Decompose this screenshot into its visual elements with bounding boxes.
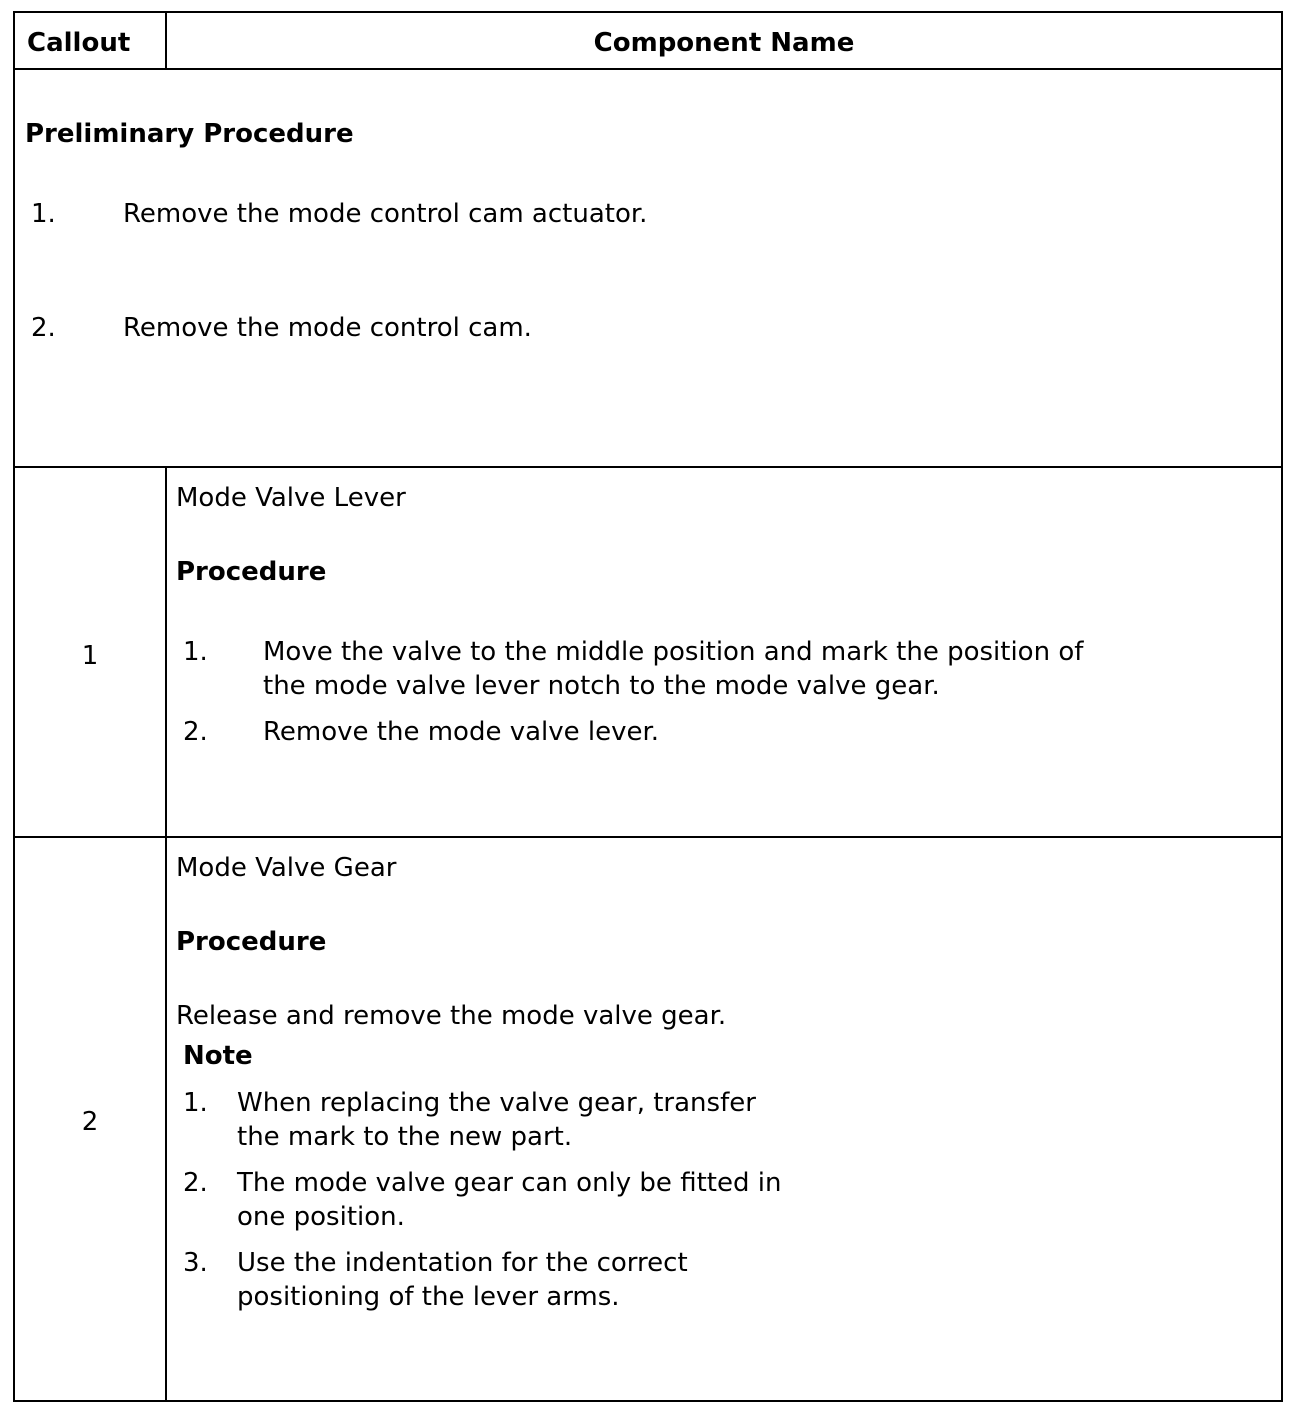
preliminary-step-text: Remove the mode control cam. <box>123 313 532 343</box>
component-title: Mode Valve Lever <box>176 483 406 513</box>
row-divider <box>15 836 1281 838</box>
procedure-label: Procedure <box>176 927 327 957</box>
preliminary-step-number: 1. <box>31 199 56 229</box>
note-label: Note <box>183 1041 253 1071</box>
procedure-label: Procedure <box>176 557 327 587</box>
note-text-line: one position. <box>237 1202 405 1232</box>
callout-column-header: Callout <box>27 28 131 58</box>
note-text-line: the mark to the new part. <box>237 1122 573 1152</box>
step-number: 1. <box>183 637 208 667</box>
component-title: Mode Valve Gear <box>176 853 397 883</box>
note-text-line: positioning of the lever arms. <box>237 1282 620 1312</box>
header-divider <box>15 68 1281 70</box>
step-text-line: Move the valve to the middle position and mark the position of <box>263 637 1084 667</box>
preliminary-heading: Preliminary Procedure <box>25 119 354 149</box>
body-column-divider <box>165 466 167 1402</box>
step-text-line: Remove the mode valve lever. <box>263 717 660 747</box>
preliminary-step-number: 2. <box>31 313 56 343</box>
preliminary-step-text: Remove the mode control cam actuator. <box>123 199 648 229</box>
preliminary-divider <box>15 466 1281 468</box>
component-name-column-header: Component Name <box>593 28 855 58</box>
note-number: 1. <box>183 1088 208 1118</box>
procedure-table <box>13 11 1283 1402</box>
step-text-line: the mode valve lever notch to the mode valve gear. <box>263 671 940 701</box>
note-number: 2. <box>183 1168 208 1198</box>
step-number: 2. <box>183 717 208 747</box>
note-text-line: The mode valve gear can only be fitted in <box>237 1168 782 1198</box>
row-callout-number: 1 <box>81 641 99 671</box>
instruction-text: Release and remove the mode valve gear. <box>176 1001 727 1031</box>
row-callout-number: 2 <box>81 1107 99 1137</box>
note-text-line: When replacing the valve gear, transfer <box>237 1088 756 1118</box>
note-text-line: Use the indentation for the correct <box>237 1248 688 1278</box>
note-number: 3. <box>183 1248 208 1278</box>
